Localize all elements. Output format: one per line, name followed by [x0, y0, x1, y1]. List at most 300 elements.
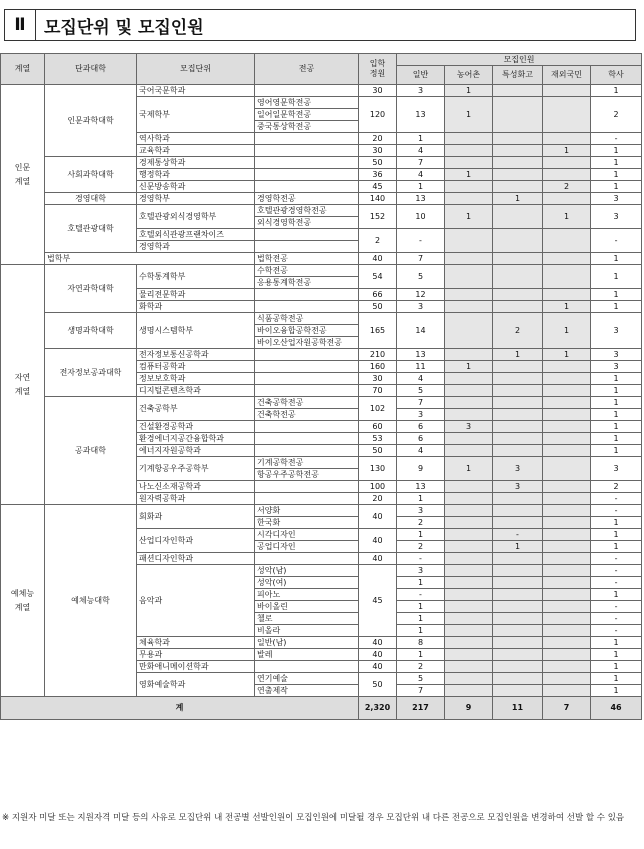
value-cell [445, 397, 493, 409]
quota-cell: 50 [359, 157, 397, 169]
major-cell: 피아노 [255, 589, 359, 601]
value-cell: 1 [445, 361, 493, 373]
value-cell [493, 265, 543, 289]
value-cell: 1 [445, 205, 493, 229]
value-cell [493, 253, 543, 265]
value-cell: 1 [397, 649, 445, 661]
value-cell [445, 613, 493, 625]
value-cell: 1 [445, 85, 493, 97]
major-cell [255, 481, 359, 493]
quota-cell: 40 [359, 649, 397, 661]
college-cell: 생명과학대학 [45, 313, 137, 349]
value-cell [543, 289, 591, 301]
major-cell: 법학전공 [255, 253, 359, 265]
value-cell [493, 85, 543, 97]
value-cell: 1 [543, 205, 591, 229]
col-special: 특성화고 [493, 66, 543, 85]
unit-cell: 회화과 [137, 505, 255, 529]
quota-cell: 152 [359, 205, 397, 229]
value-cell [493, 397, 543, 409]
col-college: 단과대학 [45, 54, 137, 85]
value-cell [445, 481, 493, 493]
value-cell [543, 445, 591, 457]
value-cell [493, 181, 543, 193]
value-cell [493, 637, 543, 649]
value-cell: - [591, 493, 642, 505]
value-cell [493, 157, 543, 169]
value-cell: 1 [591, 637, 642, 649]
value-cell: 5 [397, 385, 445, 397]
value-cell: 7 [397, 397, 445, 409]
section-number: Ⅱ [5, 10, 36, 40]
value-cell: 4 [397, 145, 445, 157]
value-cell: 1 [591, 421, 642, 433]
value-cell [445, 577, 493, 589]
value-cell: 1 [591, 157, 642, 169]
value-cell [493, 553, 543, 565]
value-cell [445, 553, 493, 565]
total-row [1, 697, 642, 720]
value-cell: 1 [543, 313, 591, 349]
value-cell [543, 565, 591, 577]
value-cell [493, 133, 543, 145]
value-cell: 4 [397, 169, 445, 181]
value-cell: 8 [397, 637, 445, 649]
value-cell [445, 133, 493, 145]
quota-cell: 20 [359, 133, 397, 145]
value-cell [493, 601, 543, 613]
value-cell [445, 229, 493, 253]
value-cell [493, 385, 543, 397]
value-cell [493, 613, 543, 625]
value-cell: - [591, 625, 642, 637]
total-special: 11 [493, 697, 543, 720]
value-cell: 1 [591, 385, 642, 397]
col-recruit: 모집인원 [397, 54, 642, 66]
value-cell [493, 565, 543, 577]
major-cell: 한국화 [255, 517, 359, 529]
value-cell [445, 589, 493, 601]
unit-cell: 호텔외식관광프랜차이즈 [137, 229, 255, 241]
unit-cell: 만화애니메이션학과 [137, 661, 255, 673]
col-group: 계열 [1, 54, 45, 85]
value-cell: 3 [397, 505, 445, 517]
value-cell: - [397, 589, 445, 601]
value-cell: 1 [591, 673, 642, 685]
major-cell: 식품공학전공 [255, 313, 359, 325]
value-cell [543, 601, 591, 613]
quota-cell: 40 [359, 529, 397, 553]
unit-cell: 경영학과 [137, 241, 255, 253]
value-cell: 3 [591, 361, 642, 373]
total-overseas: 7 [543, 697, 591, 720]
quota-cell: 120 [359, 97, 397, 133]
major-cell: 일반(남) [255, 637, 359, 649]
value-cell [445, 301, 493, 313]
value-cell [445, 529, 493, 541]
quota-cell: 210 [359, 349, 397, 361]
value-cell: 3 [591, 349, 642, 361]
value-cell [493, 445, 543, 457]
unit-cell: 기계항공우주공학부 [137, 457, 255, 481]
major-cell: 연기예술 [255, 673, 359, 685]
major-cell: 기계공학전공 [255, 457, 359, 469]
value-cell [543, 637, 591, 649]
group-cell: 예체능 계열 [1, 505, 45, 697]
value-cell: 3 [397, 301, 445, 313]
value-cell [445, 673, 493, 685]
quota-cell: 53 [359, 433, 397, 445]
value-cell [445, 661, 493, 673]
college-cell: 사회과학대학 [45, 157, 137, 193]
quota-cell: 60 [359, 421, 397, 433]
value-cell: 7 [397, 157, 445, 169]
value-cell: 3 [397, 409, 445, 421]
value-cell [493, 649, 543, 661]
quota-cell: 30 [359, 145, 397, 157]
value-cell: 13 [397, 97, 445, 133]
value-cell [543, 229, 591, 253]
value-cell [543, 433, 591, 445]
unit-cell: 음악과 [137, 565, 255, 637]
value-cell [493, 97, 543, 133]
total-label: 계 [1, 697, 359, 720]
value-cell: 14 [397, 313, 445, 349]
value-cell: 1 [445, 97, 493, 133]
value-cell: 1 [591, 589, 642, 601]
value-cell [543, 397, 591, 409]
value-cell: 1 [591, 169, 642, 181]
total-quota: 2,320 [359, 697, 397, 720]
major-cell: 응용통계학전공 [255, 277, 359, 289]
quota-cell: 100 [359, 481, 397, 493]
value-cell: 1 [591, 649, 642, 661]
value-cell [445, 193, 493, 205]
value-cell: 3 [445, 421, 493, 433]
unit-cell: 화학과 [137, 301, 255, 313]
quota-cell: 50 [359, 673, 397, 697]
major-cell [255, 421, 359, 433]
value-cell [445, 157, 493, 169]
value-cell [543, 373, 591, 385]
value-cell: 1 [397, 601, 445, 613]
value-cell: 1 [397, 625, 445, 637]
total-bachelor: 46 [591, 697, 642, 720]
value-cell [543, 409, 591, 421]
section-title: 모집단위 및 모집인원 [44, 17, 204, 38]
value-cell: 1 [397, 493, 445, 505]
value-cell [543, 481, 591, 493]
recruitment-table [0, 53, 642, 720]
value-cell [493, 505, 543, 517]
value-cell [543, 553, 591, 565]
value-cell [543, 505, 591, 517]
unit-cell: 무용과 [137, 649, 255, 661]
major-cell: 첼로 [255, 613, 359, 625]
unit-cell: 교육학과 [137, 145, 255, 157]
major-cell [255, 301, 359, 313]
value-cell: 11 [397, 361, 445, 373]
major-cell: 건축학전공 [255, 409, 359, 421]
value-cell: 12 [397, 289, 445, 301]
quota-cell: 45 [359, 181, 397, 193]
major-cell [255, 349, 359, 361]
major-cell: 바이오산업자원공학전공 [255, 337, 359, 349]
value-cell: 1 [591, 145, 642, 157]
value-cell [445, 253, 493, 265]
value-cell: 1 [591, 301, 642, 313]
major-cell [255, 493, 359, 505]
value-cell [493, 373, 543, 385]
value-cell: 3 [397, 565, 445, 577]
value-cell [493, 673, 543, 685]
table-row [1, 193, 642, 205]
major-cell [255, 385, 359, 397]
table-row [1, 313, 642, 325]
value-cell [445, 145, 493, 157]
value-cell [493, 205, 543, 229]
unit-cell: 신문방송학과 [137, 181, 255, 193]
value-cell: - [591, 229, 642, 253]
col-overseas: 재외국민 [543, 66, 591, 85]
major-cell: 시각디자인 [255, 529, 359, 541]
unit-cell: 나노신소재공학과 [137, 481, 255, 493]
value-cell: - [493, 529, 543, 541]
value-cell: 1 [543, 145, 591, 157]
section-header [4, 9, 636, 41]
college-cell: 인문과학대학 [45, 85, 137, 157]
value-cell [543, 361, 591, 373]
quota-cell: 40 [359, 661, 397, 673]
major-cell: 건축공학전공 [255, 397, 359, 409]
value-cell: 9 [397, 457, 445, 481]
value-cell [445, 313, 493, 349]
value-cell: 5 [397, 265, 445, 289]
value-cell: 2 [591, 481, 642, 493]
quota-cell: 50 [359, 445, 397, 457]
quota-cell: 40 [359, 553, 397, 565]
table-row [1, 205, 642, 217]
value-cell: 1 [591, 433, 642, 445]
major-cell: 항공우주공학전공 [255, 469, 359, 481]
college-cell: 자연과학대학 [45, 265, 137, 313]
value-cell [493, 289, 543, 301]
quota-cell: 102 [359, 397, 397, 421]
value-cell [445, 181, 493, 193]
unit-cell: 국어국문학과 [137, 85, 255, 97]
college-cell: 공과대학 [45, 397, 137, 505]
group-cell: 자연 계열 [1, 265, 45, 505]
value-cell: 1 [591, 397, 642, 409]
major-cell [255, 169, 359, 181]
unit-cell: 역사학과 [137, 133, 255, 145]
unit-cell: 산업디자인학과 [137, 529, 255, 553]
value-cell: 13 [397, 193, 445, 205]
col-bachelor: 학사 [591, 66, 642, 85]
major-cell: 성악(여) [255, 577, 359, 589]
value-cell [445, 289, 493, 301]
quota-cell: 40 [359, 253, 397, 265]
unit-cell: 원자력공학과 [137, 493, 255, 505]
value-cell: 6 [397, 433, 445, 445]
value-cell: 2 [493, 313, 543, 349]
major-cell: 중국통상학전공 [255, 121, 359, 133]
value-cell [543, 157, 591, 169]
value-cell: - [591, 577, 642, 589]
quota-cell: 40 [359, 637, 397, 649]
value-cell: - [397, 553, 445, 565]
value-cell [493, 361, 543, 373]
unit-cell: 영화예술학과 [137, 673, 255, 697]
value-cell [543, 649, 591, 661]
value-cell: 1 [493, 541, 543, 553]
value-cell: 2 [397, 661, 445, 673]
value-cell [445, 625, 493, 637]
value-cell [445, 649, 493, 661]
college-cell: 전자정보공과대학 [45, 349, 137, 397]
value-cell: 2 [591, 97, 642, 133]
value-cell: 1 [591, 409, 642, 421]
unit-cell: 환경에너지공간융합학과 [137, 433, 255, 445]
value-cell: 1 [591, 661, 642, 673]
value-cell [493, 493, 543, 505]
value-cell [445, 517, 493, 529]
quota-cell: 30 [359, 85, 397, 97]
value-cell: 1 [543, 349, 591, 361]
quota-cell: 130 [359, 457, 397, 481]
value-cell: 1 [445, 457, 493, 481]
table-row [1, 157, 642, 169]
unit-cell: 체육학과 [137, 637, 255, 649]
value-cell [445, 265, 493, 289]
value-cell: 2 [543, 181, 591, 193]
value-cell [493, 433, 543, 445]
quota-cell: 54 [359, 265, 397, 289]
value-cell [493, 517, 543, 529]
quota-cell: 50 [359, 301, 397, 313]
value-cell [445, 637, 493, 649]
value-cell [543, 673, 591, 685]
value-cell: - [591, 133, 642, 145]
unit-cell: 국제학부 [137, 97, 255, 133]
col-general: 일반 [397, 66, 445, 85]
value-cell [543, 577, 591, 589]
unit-cell: 정보보호학과 [137, 373, 255, 385]
major-cell [255, 553, 359, 565]
quota-cell: 30 [359, 373, 397, 385]
major-cell [255, 241, 359, 253]
value-cell: 2 [397, 517, 445, 529]
unit-cell: 컴퓨터공학과 [137, 361, 255, 373]
quota-cell: 70 [359, 385, 397, 397]
value-cell [445, 565, 493, 577]
value-cell [493, 589, 543, 601]
value-cell: 1 [591, 265, 642, 289]
value-cell [543, 133, 591, 145]
major-cell [255, 373, 359, 385]
unit-cell: 호텔관광외식경영학부 [137, 205, 255, 229]
major-cell [255, 181, 359, 193]
value-cell [493, 661, 543, 673]
unit-cell: 디지털콘텐츠학과 [137, 385, 255, 397]
value-cell [445, 505, 493, 517]
value-cell: 1 [397, 577, 445, 589]
value-cell [543, 457, 591, 481]
quota-cell: 36 [359, 169, 397, 181]
table-row [1, 349, 642, 361]
value-cell: 1 [543, 301, 591, 313]
value-cell: - [591, 613, 642, 625]
value-cell: - [397, 229, 445, 253]
value-cell: 2 [397, 541, 445, 553]
value-cell [543, 193, 591, 205]
major-cell: 연출제작 [255, 685, 359, 697]
unit-cell: 패션디자인학과 [137, 553, 255, 565]
major-cell: 수학전공 [255, 265, 359, 277]
value-cell: 1 [591, 253, 642, 265]
value-cell: 13 [397, 349, 445, 361]
value-cell [445, 409, 493, 421]
value-cell [493, 229, 543, 253]
value-cell: 4 [397, 445, 445, 457]
major-cell: 외식경영학전공 [255, 217, 359, 229]
value-cell [445, 433, 493, 445]
value-cell: - [591, 601, 642, 613]
value-cell [543, 169, 591, 181]
value-cell [493, 145, 543, 157]
value-cell: 1 [493, 193, 543, 205]
value-cell: 3 [493, 481, 543, 493]
quota-cell: 165 [359, 313, 397, 349]
major-cell [255, 289, 359, 301]
major-cell: 영어영문학전공 [255, 97, 359, 109]
value-cell [543, 517, 591, 529]
value-cell [493, 625, 543, 637]
major-cell: 성악(남) [255, 565, 359, 577]
quota-cell: 140 [359, 193, 397, 205]
value-cell [543, 253, 591, 265]
value-cell [445, 445, 493, 457]
value-cell [543, 385, 591, 397]
value-cell [445, 601, 493, 613]
value-cell [493, 301, 543, 313]
value-cell [493, 685, 543, 697]
value-cell [543, 625, 591, 637]
value-cell: 3 [397, 85, 445, 97]
value-cell: 1 [493, 349, 543, 361]
value-cell: 1 [397, 613, 445, 625]
value-cell [445, 493, 493, 505]
value-cell: 3 [591, 205, 642, 229]
value-cell: 1 [591, 289, 642, 301]
value-cell [543, 529, 591, 541]
unit-cell: 물리전문학과 [137, 289, 255, 301]
major-cell: 발레 [255, 649, 359, 661]
group-cell: 인문 계열 [1, 85, 45, 265]
footnote: ※ 지원자 미달 또는 지원자격 미달 등의 사유로 모집단위 내 전공별 선발인원이 모집인원에 미달될 경우 모집단위 내 다른 전공으로 모집인원을 변경하여 선발 할 수 있음 [2, 813, 625, 823]
value-cell: 5 [397, 673, 445, 685]
quota-cell: 20 [359, 493, 397, 505]
value-cell [445, 373, 493, 385]
major-cell [255, 229, 359, 241]
major-cell: 서양화 [255, 505, 359, 517]
value-cell: 1 [591, 85, 642, 97]
value-cell [493, 169, 543, 181]
value-cell: 1 [397, 529, 445, 541]
unit-cell: 행정학과 [137, 169, 255, 181]
value-cell [543, 421, 591, 433]
major-cell: 바이오융합공학전공 [255, 325, 359, 337]
